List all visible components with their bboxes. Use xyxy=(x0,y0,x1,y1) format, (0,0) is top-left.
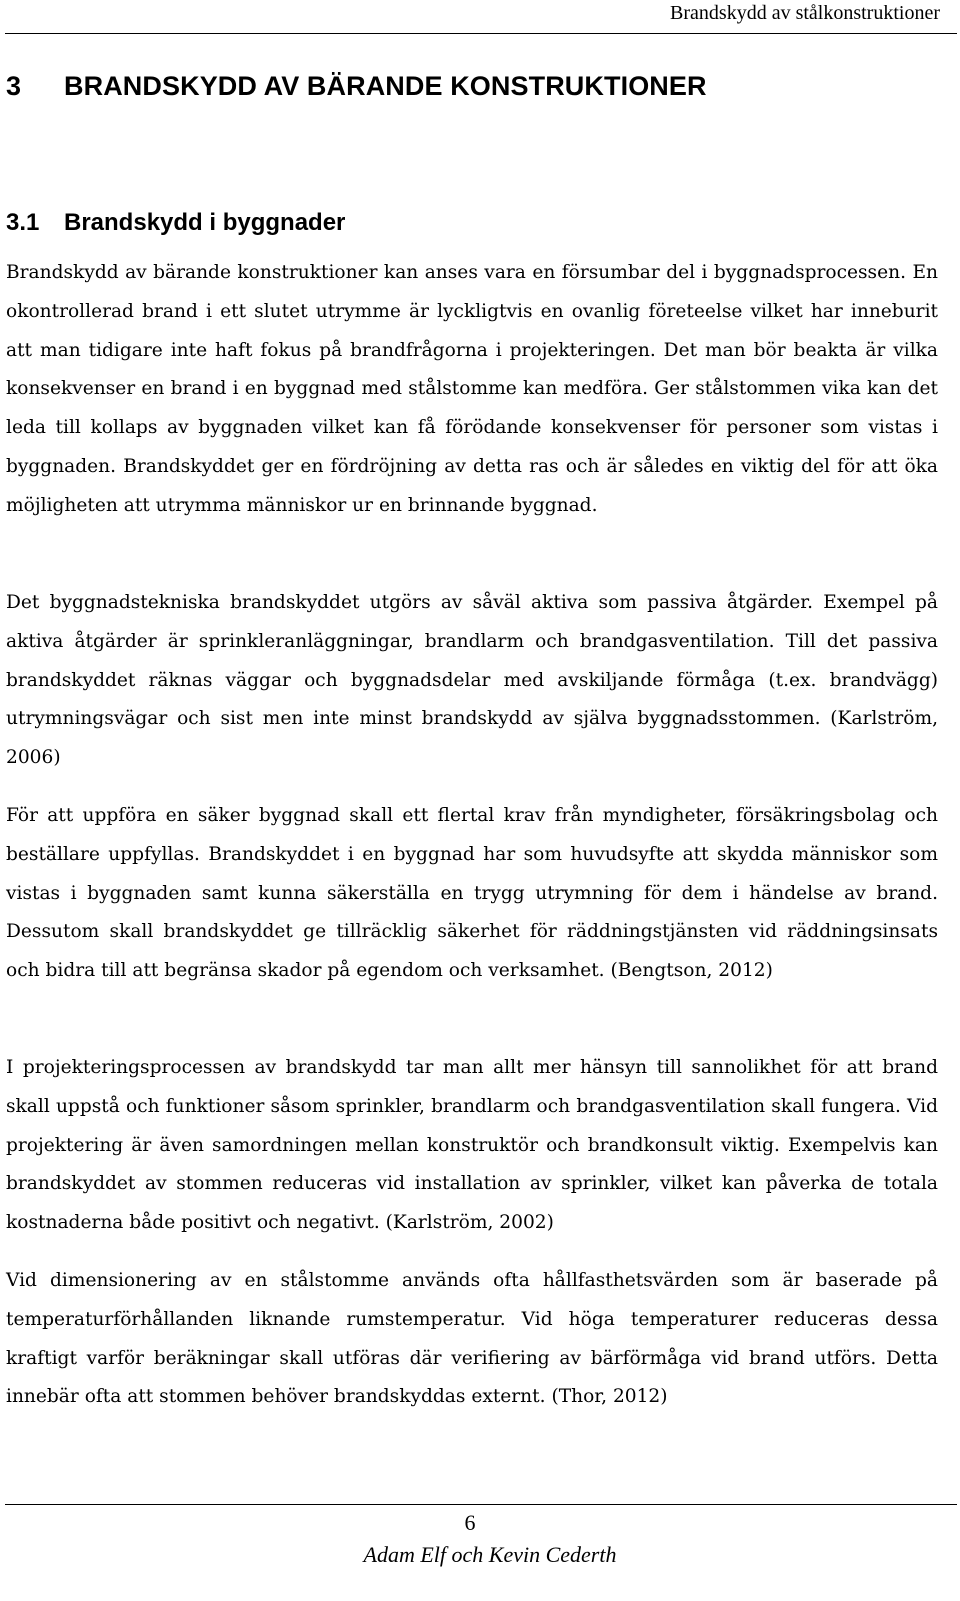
chapter-heading xyxy=(6,68,707,104)
body-paragraph: Vid dimensionering av en stålstomme används ofta hållfasthetsvärden som är baserade på temperaturförhållanden liknande rumstemperatur. Vid höga temperaturer reduceras dessa kraftigt varför beräkningar skall utföras där verifiering av bärförmåga vid brand utförs. Detta innebär ofta att stommen behöver brandskyddas externt. (Thor, 2012) xyxy=(6,1270,938,1408)
section-heading xyxy=(6,207,345,239)
section-title: Brandskydd i byggnader xyxy=(64,209,346,236)
section-number: 3.1 xyxy=(6,209,40,236)
footer-authors: Adam Elf och Kevin Cederth xyxy=(363,1542,617,1567)
footer-divider xyxy=(5,1504,957,1505)
body-paragraph: För att uppföra en säker byggnad skall ett flertal krav från myndigheter, försäkringsbolag och beställare uppfyllas. Brandskyddet i en byggnad har som huvudsyfte att skydda människor som vistas i byggnaden samt kunna säkerställa en trygg utrymning för dem i händelse av brand. Dessutom skall brandskyddet ge tillräcklig säkerhet för räddningstjänsten vid räddningsinsats och bidra till att begränsa skador på egendom och verksamhet. (Bengtson, 2012) xyxy=(6,805,938,982)
chapter-number: 3 xyxy=(6,71,22,101)
body-paragraph: I projekteringsprocessen av brandskydd tar man allt mer hänsyn till sannolikhet för att brand skall uppstå och funktioner såsom sprinkler, brandlarm och brandgasventilation skall fungera. Vid projektering är även samordningen mellan konstruktör och brandkonsult viktig. Exempelvis kan brandskyddet av stommen reduceras vid installation av sprinkler, vilket kan påverka de totala kostnaderna både positivt och negativt. (Karlström, 2002) xyxy=(6,1057,938,1234)
header-divider xyxy=(5,33,957,34)
page-number: 6 xyxy=(464,1510,476,1535)
running-header: Brandskydd av stålkonstruktioner xyxy=(670,2,940,24)
body-paragraph: Brandskydd av bärande konstruktioner kan anses vara en försumbar del i byggnadsprocessen. En okontrollerad brand i ett slutet utrymme är lyckligtvis en ovanlig företeelse vilket har inneburit att man tidigare inte haft fokus på brandfrågorna i projekteringen. Det man bör beakta är vilka konsekvenser en brand i en byggnad med stålstomme kan medföra. Ger stålstommen vika kan det leda till kollaps av byggnaden vilket kan få förödande konsekvenser för personer som vistas i byggnaden. Brandskyddet ger en fördröjning av detta ras och är således en viktig del för att öka möjligheten att utrymma människor ur en brinnande byggnad. xyxy=(6,262,938,516)
body-paragraph: Det byggnadstekniska brandskyddet utgörs av såväl aktiva som passiva åtgärder. Exempel på aktiva åtgärder är sprinkleranläggningar, brandlarm och brandgasventilation. Till det passiva brandskyddet räknas väggar och byggnadsdelar med avskiljande förmåga (t.ex. brandvägg) utrymningsvägar och sist men inte minst brandskydd av själva byggnadsstommen. (Karlström, 2006) xyxy=(6,592,938,769)
chapter-title: BRANDSKYDD AV BÄRANDE KONSTRUKTIONER xyxy=(64,71,707,101)
